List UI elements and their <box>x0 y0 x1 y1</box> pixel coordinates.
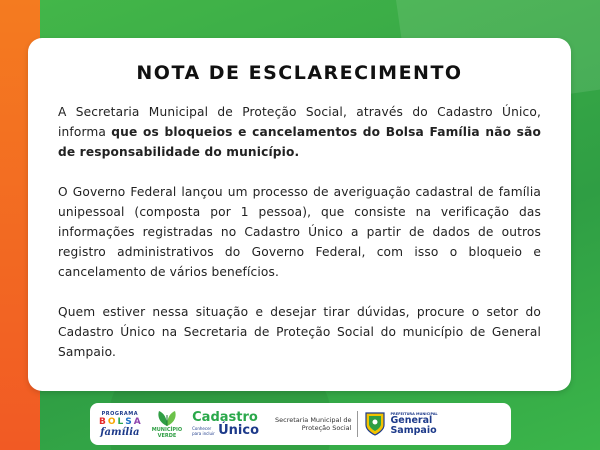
secretaria-line1: Secretaria Municipal de <box>275 416 352 424</box>
paragraph-1-text: A Secretaria Municipal de Proteção Social, através do Cadastro Único, informa <box>58 105 541 139</box>
cadastro-row <box>192 424 259 437</box>
cadastro-tagline: Conhecer para incluir <box>192 425 215 436</box>
bolsa-letter: A <box>133 416 141 427</box>
municipio-verde-line1: MUNICÍPIO <box>151 427 183 433</box>
footer-logo-bar <box>90 403 511 445</box>
notice-card <box>28 38 571 391</box>
secretaria-label <box>275 416 351 432</box>
paragraph-1-bold: que os bloqueios e cancelamentos do Bolsa Família não são de responsabilidade do município. <box>58 125 541 159</box>
bolsa-letter: B <box>99 416 106 427</box>
prefeitura-label: PREFEITURA MUNICIPAL <box>390 412 438 416</box>
bolsa-letter: S <box>125 416 132 427</box>
bolsa-letter: L <box>117 416 124 427</box>
footer-divider <box>357 411 358 437</box>
cadastro-unico-word: Único <box>218 423 260 438</box>
bolsa-familia-bottom: família <box>100 426 140 438</box>
leaf-icon <box>154 409 180 427</box>
notice-title: NOTA DE ESCLARECIMENTO <box>136 62 463 84</box>
bolsa-familia-letters <box>98 417 142 427</box>
paragraph-1 <box>58 102 541 162</box>
cadastro-title: Cadastro <box>192 410 258 425</box>
general-word: General <box>390 415 433 426</box>
municipio-verde-line2: VERDE <box>157 433 177 439</box>
bolsa-letter: O <box>107 416 116 427</box>
general-sampaio-logo <box>390 412 437 436</box>
municipal-seal-icon <box>364 411 386 437</box>
paragraph-3: Quem estiver nessa situação e desejar tirar dúvidas, procure o setor do Cadastro Único na Secretaria de Proteção Social do município de General Sampaio. <box>58 305 541 359</box>
sampaio-word: Sampaio <box>390 425 437 436</box>
cadastro-unico-logo <box>192 411 259 437</box>
paragraph-2: O Governo Federal lançou um processo de averiguação cadastral de família unipessoal (composta por 1 pessoa), que consiste na verificação das informações registradas no Cadastro Único a partir de dados de outros registro administrativos do Governo Federal, com isso o bloqueio e cancelamento de vários benefícios. <box>58 185 541 279</box>
secretaria-line2: Proteção Social <box>301 424 352 432</box>
bolsa-familia-logo <box>98 411 142 438</box>
bolsa-familia-top: PROGRAMA <box>101 410 139 417</box>
municipio-verde-logo <box>152 409 182 439</box>
